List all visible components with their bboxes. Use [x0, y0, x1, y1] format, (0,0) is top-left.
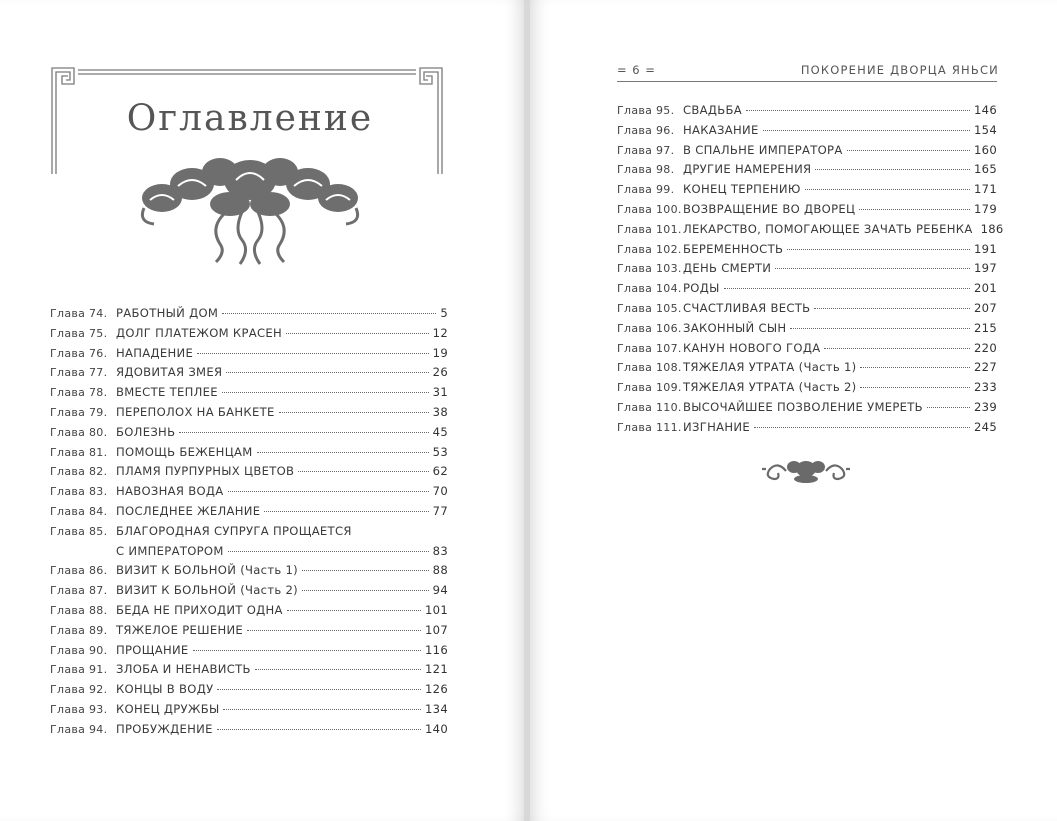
- toc-entry: [617, 398, 997, 418]
- chapter-number: Глава 106.: [617, 321, 682, 335]
- page-ref: 121: [424, 662, 448, 677]
- chapter-number: Глава 85.: [50, 524, 108, 538]
- leader-dots: [279, 412, 429, 413]
- toc-entry: [50, 660, 448, 680]
- header-rule: [617, 81, 997, 82]
- chapter-number: Глава 98.: [617, 163, 675, 177]
- page-ref: 5: [440, 306, 448, 320]
- page-ref: 140: [424, 721, 448, 736]
- leader-dots: [287, 610, 421, 611]
- toc-entry: [617, 200, 997, 220]
- chapter-number: Глава 82.: [50, 465, 108, 479]
- chapter-title: ПЕРЕПОЛОХ НА БАНКЕТЕ: [116, 404, 275, 419]
- leader-dots: [302, 590, 429, 591]
- chapter-title: ДРУГИЕ НАМЕРЕНИЯ: [683, 162, 812, 177]
- chapter-title: ЯДОВИТАЯ ЗМЕЯ: [116, 365, 223, 380]
- chapter-title: ПРОЩАНИЕ: [116, 642, 189, 657]
- page-ref: 88: [432, 563, 448, 578]
- page-ref: 207: [973, 300, 997, 315]
- leader-dots: [222, 313, 436, 314]
- chapter-title: БЕРЕМЕННОСТЬ: [683, 241, 784, 256]
- chapter-number: Глава 101.: [617, 222, 682, 236]
- page-ref: 77: [432, 503, 448, 518]
- page-ref: 126: [424, 682, 448, 697]
- chapter-title: ПОСЛЕДНЕЕ ЖЕЛАНИЕ: [116, 503, 261, 518]
- chapter-title: КОНЕЦ ДРУЖБЫ: [116, 701, 220, 716]
- chapter-title: ВИЗИТ К БОЛЬНОЙ (Часть 1): [116, 563, 299, 578]
- page-ref: 53: [432, 444, 448, 459]
- chapter-title: КОНЦЫ В ВОДУ: [116, 682, 214, 697]
- page-ref: 70: [432, 484, 448, 499]
- chapter-number: Глава 79.: [50, 405, 108, 419]
- toc-entry: [617, 299, 997, 319]
- chapter-title: СВАДЬБА: [683, 103, 742, 117]
- leader-dots: [193, 650, 421, 651]
- leader-dots: [824, 348, 970, 349]
- chapter-number: Глава 89.: [50, 623, 108, 637]
- page-ref: 116: [424, 642, 448, 657]
- chapter-title: ИЗГНАНИЕ: [683, 419, 750, 434]
- chapter-title: КАНУН НОВОГО ГОДА: [683, 340, 821, 355]
- chapter-number: Глава 74.: [50, 307, 108, 320]
- left-page: [0, 0, 524, 821]
- page-ref: 160: [973, 142, 997, 157]
- chapter-title: СЧАСТЛИВАЯ ВЕСТЬ: [683, 300, 811, 315]
- chapter-number: Глава 83.: [50, 485, 108, 499]
- toc-entry: [50, 601, 448, 621]
- leader-dots: [302, 570, 429, 571]
- page-ref: 191: [973, 241, 997, 256]
- running-title: ПОКОРЕНИЕ ДВОРЦА ЯНЬСИ: [800, 63, 999, 77]
- page-ref: 233: [973, 380, 997, 395]
- leader-dots: [814, 308, 970, 309]
- chapter-title: ВОЗВРАЩЕНИЕ ВО ДВОРЕЦ: [683, 201, 856, 216]
- page-ref: 26: [432, 365, 448, 380]
- page-ref: 101: [424, 602, 448, 617]
- chapter-title: ТЯЖЕЛОЕ РЕШЕНИЕ: [116, 622, 244, 637]
- page-ref: 45: [432, 424, 448, 439]
- page-ref: 179: [973, 201, 997, 216]
- page-ref: 197: [973, 261, 997, 276]
- page-ref: 146: [973, 103, 997, 117]
- chapter-title: НАПАДЕНИЕ: [116, 345, 194, 360]
- leader-dots: [787, 249, 970, 250]
- page-ref: 186: [980, 221, 1004, 236]
- leader-dots: [255, 669, 421, 670]
- toc-entry: [50, 324, 448, 344]
- toc-entry: [50, 383, 448, 403]
- chapter-number: Глава 81.: [50, 445, 108, 459]
- page-ref: 245: [973, 419, 997, 434]
- page-ref: 171: [973, 182, 997, 197]
- page-ref: 62: [432, 464, 448, 479]
- leader-dots: [927, 407, 970, 408]
- toc-entry: [50, 581, 448, 601]
- chapter-number: Глава 108.: [617, 361, 682, 375]
- page-ref: 239: [973, 399, 997, 414]
- chapter-number: Глава 92.: [50, 683, 108, 697]
- leader-dots: [815, 169, 970, 170]
- chapter-number: Глава 109.: [617, 381, 682, 395]
- page-title: Оглавление: [126, 98, 374, 139]
- toc-entry: [617, 141, 997, 161]
- chapter-title: В СПАЛЬНЕ ИМПЕРАТОРА: [683, 142, 843, 157]
- leader-dots: [746, 110, 970, 111]
- chapter-title: ТЯЖЕЛАЯ УТРАТА (Часть 2): [683, 380, 857, 395]
- toc-entry: [50, 680, 448, 700]
- leader-dots: [790, 328, 970, 329]
- toc-entry: [50, 482, 448, 502]
- leader-dots: [298, 471, 428, 472]
- chapter-title: ПОМОЩЬ БЕЖЕНЦАМ: [116, 444, 253, 459]
- chapter-title: БОЛЕЗНЬ: [116, 424, 176, 439]
- chapter-number: Глава 111.: [617, 420, 682, 434]
- chapter-part: (Часть 1): [240, 563, 299, 578]
- chapter-number: Глава 76.: [50, 346, 108, 360]
- chapter-title: НАВОЗНАЯ ВОДА: [116, 484, 224, 499]
- leader-dots: [763, 130, 970, 131]
- leader-dots: [228, 551, 429, 552]
- chapter-number: Глава 77.: [50, 366, 108, 380]
- chapter-number: Глава 78.: [50, 386, 108, 400]
- chapter-title: ПЛАМЯ ПУРПУРНЫХ ЦВЕТОВ: [116, 464, 295, 479]
- chapter-number: Глава 90.: [50, 643, 108, 657]
- leader-dots: [179, 432, 428, 433]
- toc-entry: [50, 522, 448, 542]
- chapter-part: (Часть 2): [798, 380, 857, 395]
- toc-entry: [50, 641, 448, 661]
- page-ref: 215: [973, 320, 997, 335]
- page-ref: 227: [973, 360, 997, 375]
- chapter-title: РОДЫ: [683, 281, 720, 296]
- page-ref: 154: [973, 122, 997, 137]
- chapter-number: Глава 102.: [617, 242, 682, 256]
- toc-entry: [617, 339, 997, 359]
- toc-list-right: [617, 101, 1004, 438]
- leader-dots: [223, 709, 420, 710]
- chapter-number: Глава 110.: [617, 400, 682, 414]
- leader-dots: [257, 452, 429, 453]
- page-ref: 107: [424, 622, 448, 637]
- toc-entry: [50, 621, 448, 641]
- chapter-title: НАКАЗАНИЕ: [683, 122, 759, 137]
- leader-dots: [226, 372, 428, 373]
- page-ref: 12: [432, 325, 448, 340]
- leader-dots: [217, 729, 421, 730]
- chapter-number: Глава 84.: [50, 504, 108, 518]
- chapter-number: Глава 93.: [50, 702, 108, 716]
- leader-dots: [859, 209, 970, 210]
- toc-entry: [50, 403, 448, 423]
- toc-entry: [50, 363, 448, 383]
- chapter-title: ДОЛГ ПЛАТЕЖОМ КРАСЕН: [116, 325, 283, 340]
- page-ref: 38: [432, 404, 448, 419]
- chapter-number: Глава 80.: [50, 425, 108, 439]
- chapter-number: Глава 105.: [617, 301, 682, 315]
- leader-dots: [805, 189, 970, 190]
- chapter-title: ВИЗИТ К БОЛЬНОЙ (Часть 2): [116, 583, 299, 598]
- divider-ornament: [758, 455, 854, 485]
- chapter-number: Глава 96.: [617, 123, 675, 137]
- chapter-title: КОНЕЦ ТЕРПЕНИЮ: [683, 182, 801, 197]
- chapter-title: ВЫСОЧАЙШЕЕ ПОЗВОЛЕНИЕ УМЕРЕТЬ: [683, 399, 923, 414]
- leader-dots: [860, 387, 970, 388]
- page-ref: 94: [432, 583, 448, 598]
- page-ref: 201: [973, 281, 997, 296]
- chapter-number: Глава 100.: [617, 202, 682, 216]
- leader-dots: [724, 288, 970, 289]
- toc-entry: [50, 462, 448, 482]
- chapter-title-continued: С ИМПЕРАТОРОМ: [116, 543, 224, 558]
- toc-entry: [617, 220, 1004, 240]
- chapter-title: ВМЕСТЕ ТЕПЛЕЕ: [116, 385, 218, 400]
- toc-entry: [617, 279, 997, 299]
- leader-dots: [197, 353, 429, 354]
- toc-entry: [50, 443, 448, 463]
- chapter-number: Глава 99.: [617, 183, 675, 197]
- toc-entry: [50, 720, 448, 740]
- chapter-title: ТЯЖЕЛАЯ УТРАТА (Часть 1): [683, 360, 857, 375]
- toc-entry: [617, 240, 997, 260]
- toc-entry: [50, 561, 448, 581]
- leader-dots: [775, 268, 970, 269]
- toc-entry: [50, 502, 448, 522]
- page-number: = 6 =: [617, 63, 656, 77]
- page-ref: 83: [432, 543, 448, 558]
- chapter-part: (Часть 2): [240, 583, 299, 598]
- page-ref: 165: [973, 162, 997, 177]
- toc-entry: [617, 121, 997, 141]
- page-ref: 19: [432, 345, 448, 360]
- toc-entry: [617, 180, 997, 200]
- leader-dots: [847, 150, 970, 151]
- toc-entry: [617, 418, 997, 438]
- chapter-number: Глава 97.: [617, 143, 675, 157]
- toc-entry: [617, 259, 997, 279]
- leader-dots: [860, 367, 970, 368]
- chapter-title: ЗАКОННЫЙ СЫН: [683, 320, 787, 335]
- chapter-number: Глава 94.: [50, 722, 108, 736]
- chapter-title: БЕДА НЕ ПРИХОДИТ ОДНА: [116, 602, 283, 617]
- chapter-part: (Часть 1): [798, 360, 857, 375]
- toc-entry: [50, 700, 448, 720]
- chapter-number: Глава 103.: [617, 262, 682, 276]
- page-ref: 134: [424, 701, 448, 716]
- toc-entry: [617, 319, 997, 339]
- toc-list-left: [50, 304, 448, 740]
- leader-dots: [228, 491, 429, 492]
- page-ref: 31: [432, 385, 448, 400]
- toc-entry: [617, 378, 997, 398]
- chapter-number: Глава 91.: [50, 663, 108, 677]
- leader-dots: [754, 427, 970, 428]
- chapter-number: Глава 95.: [617, 104, 675, 117]
- toc-entry: [617, 358, 997, 378]
- page-ref: 220: [973, 340, 997, 355]
- toc-entry-continuation: [50, 542, 448, 562]
- toc-entry: [50, 423, 448, 443]
- cloud-ornament: [132, 150, 368, 268]
- toc-entry: [50, 344, 448, 364]
- chapter-title: ЗЛОБА И НЕНАВИСТЬ: [116, 662, 251, 677]
- toc-entry: [617, 160, 997, 180]
- chapter-title: ЛЕКАРСТВО, ПОМОГАЮЩЕЕ ЗАЧАТЬ РЕБЕНКА: [683, 221, 973, 236]
- chapter-number: Глава 87.: [50, 584, 108, 598]
- chapter-number: Глава 104.: [617, 282, 682, 296]
- chapter-title: ДЕНЬ СМЕРТИ: [683, 261, 772, 276]
- chapter-number: Глава 86.: [50, 564, 108, 578]
- chapter-title: ПРОБУЖДЕНИЕ: [116, 721, 213, 736]
- chapter-number: Глава 88.: [50, 603, 108, 617]
- chapter-title: РАБОТНЫЙ ДОМ: [116, 306, 219, 320]
- toc-entry: [617, 101, 997, 121]
- leader-dots: [247, 630, 421, 631]
- leader-dots: [222, 392, 429, 393]
- leader-dots: [264, 511, 428, 512]
- chapter-number: Глава 75.: [50, 326, 108, 340]
- chapter-title: БЛАГОРОДНАЯ СУПРУГА ПРОЩАЕТСЯ: [116, 523, 352, 538]
- chapter-number: Глава 107.: [617, 341, 682, 355]
- leader-dots: [286, 333, 429, 334]
- leader-dots: [217, 689, 421, 690]
- toc-entry: [50, 304, 448, 324]
